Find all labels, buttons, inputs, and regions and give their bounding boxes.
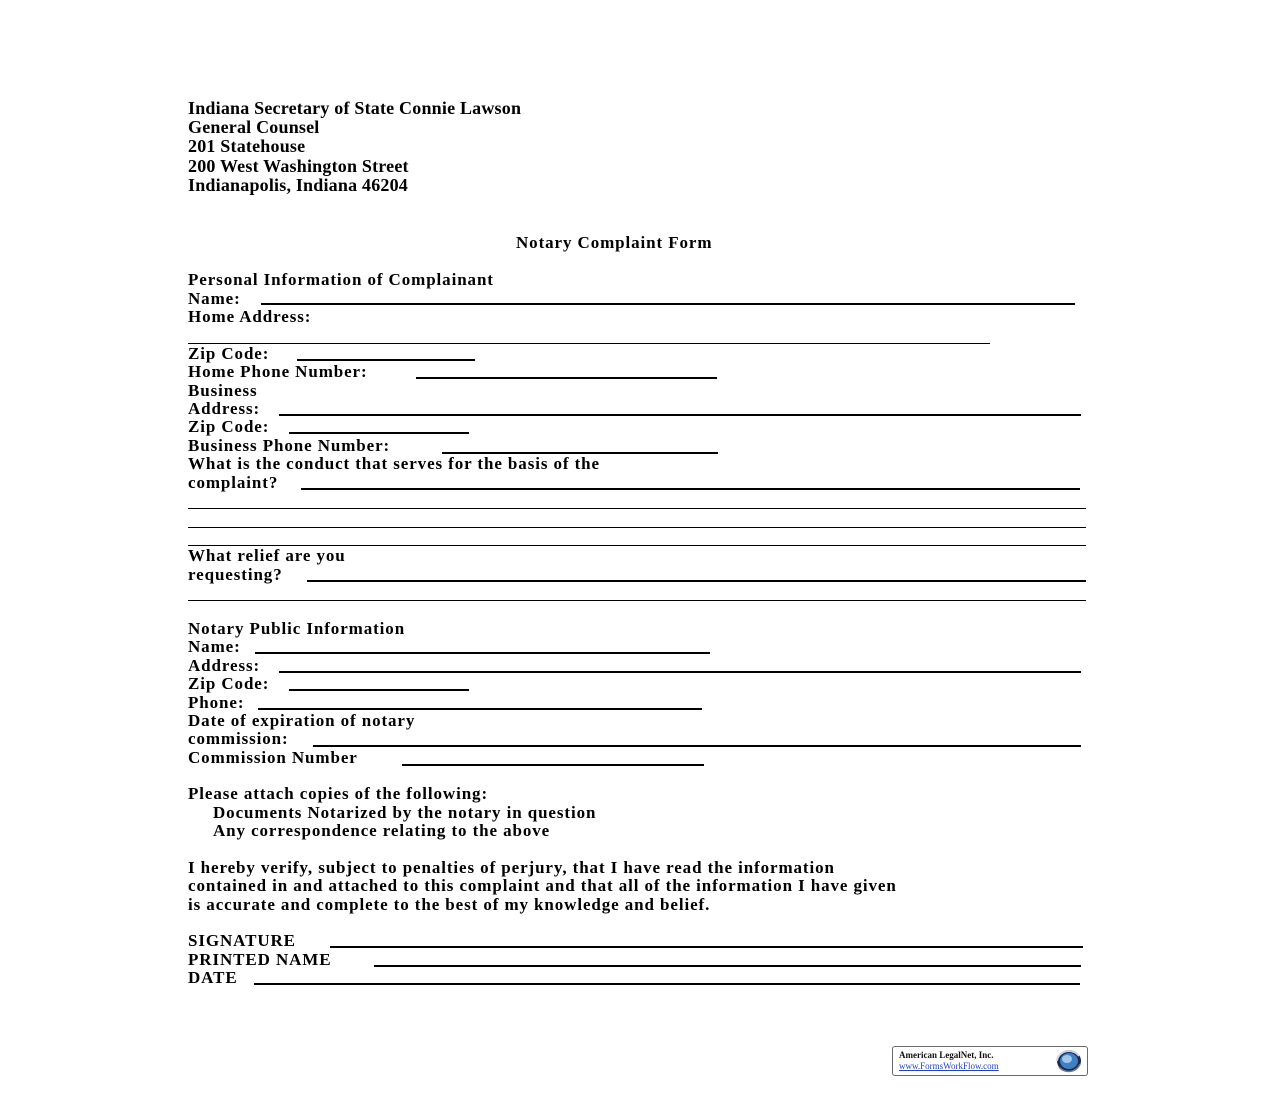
business-address-field[interactable] — [279, 414, 1081, 416]
conduct-question-line-1: What is the conduct that serves for the basis of the — [188, 454, 600, 473]
header-line-2: General Counsel — [188, 117, 320, 137]
notary-phone-label: Phone: — [188, 693, 245, 712]
attachment-item-1: Documents Notarized by the notary in question — [213, 803, 597, 822]
relief-question-line-2: requesting? — [188, 565, 283, 584]
attachment-item-2: Any correspondence relating to the above — [213, 821, 551, 840]
notary-heading: Notary Public Information — [188, 619, 406, 638]
notary-zip-label: Zip Code: — [188, 674, 270, 693]
notary-name-field[interactable] — [255, 652, 710, 654]
expiration-field[interactable] — [313, 745, 1081, 747]
date-label: DATE — [188, 968, 238, 987]
globe-icon — [1049, 1048, 1083, 1074]
complainant-heading: Personal Information of Complainant — [188, 270, 494, 289]
date-field[interactable] — [254, 983, 1080, 985]
header-line-4: 200 West Washington Street — [188, 156, 409, 176]
business-zip-field[interactable] — [289, 432, 469, 434]
conduct-answer-line-3[interactable] — [188, 527, 1086, 528]
expiration-label-line-1: Date of expiration of notary — [188, 711, 416, 730]
signature-field[interactable] — [330, 946, 1083, 948]
commission-number-label: Commission Number — [188, 748, 358, 767]
signature-label: SIGNATURE — [188, 931, 296, 950]
home-address-field[interactable] — [188, 343, 990, 344]
business-zip-label: Zip Code: — [188, 417, 270, 436]
relief-answer-line-2[interactable] — [188, 600, 1086, 601]
business-address-label: Address: — [188, 399, 261, 418]
notary-address-field[interactable] — [279, 671, 1081, 673]
home-address-label: Home Address: — [188, 307, 312, 326]
complainant-name-label: Name: — [188, 289, 241, 308]
expiration-label-line-2: commission: — [188, 729, 289, 748]
verification-line-1: I hereby verify, subject to penalties of perjury, that I have read the information — [188, 858, 835, 877]
header-line-5: Indianapolis, Indiana 46204 — [188, 175, 408, 195]
commission-number-field[interactable] — [402, 764, 704, 766]
home-zip-label: Zip Code: — [188, 344, 270, 363]
business-phone-label: Business Phone Number: — [188, 436, 391, 455]
home-phone-label: Home Phone Number: — [188, 362, 368, 381]
verification-line-3: is accurate and complete to the best of my knowledge and belief. — [188, 895, 711, 914]
business-label: Business — [188, 381, 258, 400]
home-phone-field[interactable] — [416, 377, 717, 379]
notary-address-label: Address: — [188, 656, 261, 675]
header-line-1: Indiana Secretary of State Connie Lawson — [188, 98, 522, 118]
home-zip-field[interactable] — [297, 359, 475, 361]
relief-answer-field[interactable] — [307, 580, 1086, 582]
notary-zip-field[interactable] — [289, 689, 469, 691]
logo-company-name: American LegalNet, Inc. — [899, 1050, 994, 1060]
attachments-intro: Please attach copies of the following: — [188, 784, 489, 803]
logo-url-link[interactable]: www.FormsWorkFlow.com — [899, 1061, 999, 1071]
printed-name-label: PRINTED NAME — [188, 950, 332, 969]
american-legalnet-logo[interactable] — [892, 1046, 1088, 1076]
notary-name-label: Name: — [188, 637, 241, 656]
notary-phone-field[interactable] — [258, 708, 702, 710]
printed-name-field[interactable] — [374, 965, 1081, 967]
form-title: Notary Complaint Form — [516, 233, 713, 252]
complainant-name-field[interactable] — [261, 303, 1075, 305]
header-line-3: 201 Statehouse — [188, 136, 306, 156]
conduct-question-line-2: complaint? — [188, 473, 279, 492]
relief-question-line-1: What relief are you — [188, 546, 346, 565]
verification-line-2: contained in and attached to this complaint and that all of the information I have given — [188, 876, 897, 895]
conduct-answer-line-2[interactable] — [188, 508, 1086, 509]
conduct-answer-field[interactable] — [301, 488, 1080, 490]
